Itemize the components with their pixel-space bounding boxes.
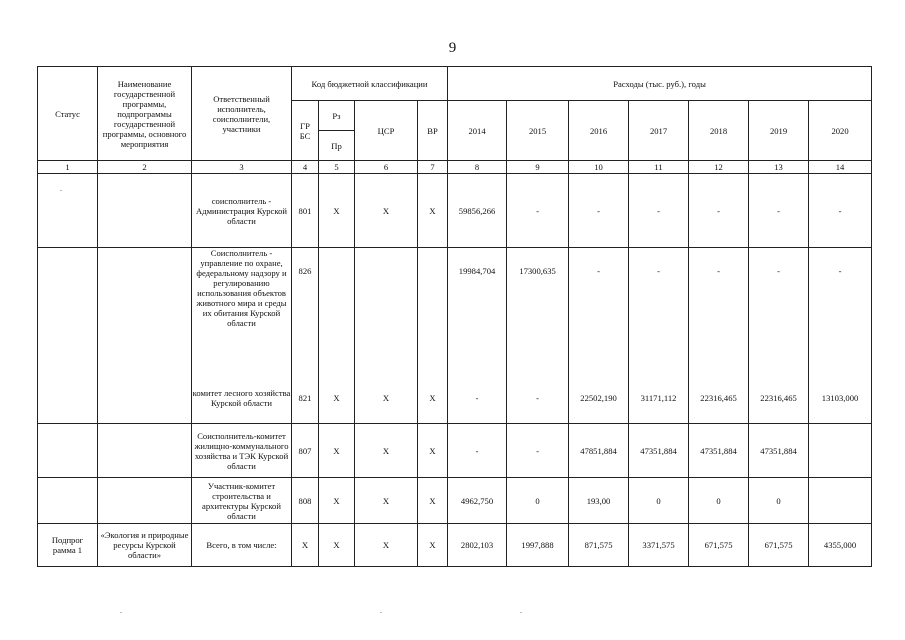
column-number: 11 [629,161,689,174]
header-year-2016: 2016 [569,101,629,161]
value-cell: 193,00 [569,478,629,524]
header-year-2014: 2014 [448,101,507,161]
header-rz: Рз [319,101,355,131]
value-cell: - [657,266,660,276]
value-cell: 0 [749,478,809,524]
value-cell: 47351,884 [749,424,809,478]
header-year-2017: 2017 [629,101,689,161]
grbs-forestry: 821 [298,393,312,403]
value-cell: - [749,174,809,248]
rzpr-cell: Х [319,174,355,248]
grbs-cell: 808 [292,478,319,524]
csr-cell: Х [355,478,418,524]
table-row [38,424,872,478]
column-number: 2 [98,161,192,174]
value-cell: 47851,884 [569,424,629,478]
value-cell: 47351,884 [689,424,749,478]
scan-speck [120,612,122,613]
header-year-2019: 2019 [749,101,809,161]
name-cell [98,248,192,424]
column-number: 14 [809,161,872,174]
value-cell: 3371,575 [629,524,689,567]
value-cell: - [448,424,507,478]
value-cell: 31171,112 [640,393,677,403]
value-cell: 671,575 [749,524,809,567]
vr-stack-cell [418,248,448,424]
value-stack-cell [809,248,872,424]
value-cell: 4355,000 [809,524,872,567]
value-cell: 22316,465 [700,393,737,403]
executor-cell: соисполнитель - Администрация Курской области [192,174,292,248]
column-number: 6 [355,161,418,174]
value-cell: 4962,750 [448,478,507,524]
value-cell: - [569,174,629,248]
csr-cell: Х [355,524,418,567]
executor-wildlife: Соисполнитель - управление по охране, федеральному надзору и регулированию использования объектов животного мира и среды их обитания Курской области [196,248,287,328]
header-executor: Ответственный исполнитель, соисполнители, участники [192,67,292,161]
csr-forestry: Х [382,393,390,403]
rzpr-cell: Х [319,478,355,524]
value-stack-cell [507,248,569,424]
csr-cell: Х [355,174,418,248]
value-cell: - [507,424,569,478]
header-csr: ЦСР [355,101,418,161]
vr-forestry: Х [429,393,436,403]
status-cell: Подпрог рамма 1 [38,524,98,567]
value-cell: - [777,266,780,276]
value-cell [809,424,872,478]
column-number: 3 [192,161,292,174]
header-expenses: Расходы (тыс. руб.), годы [448,67,872,101]
value-cell [809,478,872,524]
column-number: 9 [507,161,569,174]
value-cell: - [597,266,600,276]
table-row [38,478,872,524]
column-number: 4 [292,161,319,174]
name-cell: «Экология и природные ресурсы Курской области» [98,524,192,567]
grbs-cell: 801 [292,174,319,248]
value-cell: - [838,266,842,276]
column-number-row [38,161,872,174]
header-grbs: ГР БС [292,101,319,161]
value-stack-cell [689,248,749,424]
value-cell: 22502,190 [580,393,617,403]
value-cell: - [475,393,479,403]
grbs-wildlife: 826 [298,266,312,276]
value-stack-cell [448,248,507,424]
column-number: 1 [38,161,98,174]
table-row [38,524,872,567]
header-status: Статус [38,67,98,161]
status-cell [38,248,98,424]
value-cell: 13103,000 [821,393,859,403]
value-cell: 0 [507,478,569,524]
vr-cell: Х [418,424,448,478]
executor-forestry: комитет лесного хозяйства Курской области [192,388,291,408]
value-cell: - [536,393,539,403]
value-cell: 671,575 [689,524,749,567]
value-cell: 17300,635 [519,266,556,276]
rzpr-stack-cell [319,248,355,424]
csr-cell: Х [355,424,418,478]
value-cell: - [809,174,872,248]
header-year-2020: 2020 [809,101,872,161]
column-number: 12 [689,161,749,174]
name-cell [98,424,192,478]
header-row-1 [38,67,872,101]
value-cell: - [717,266,720,276]
rzpr-cell: Х [319,524,355,567]
vr-cell: Х [418,174,448,248]
header-pr: Пр [319,131,355,161]
value-cell: 59856,266 [448,174,507,248]
header-budget-code: Код бюджетной классификации [292,67,448,101]
header-year-2015: 2015 [507,101,569,161]
value-cell: 0 [629,478,689,524]
name-cell [98,478,192,524]
table-row [38,248,872,424]
column-number: 7 [418,161,448,174]
value-cell: - [507,174,569,248]
column-number: 5 [319,161,355,174]
value-cell: 47351,884 [629,424,689,478]
status-cell [38,478,98,524]
csr-stack-cell [355,248,418,424]
grbs-stack-cell [292,248,319,424]
executor-cell: Участник-комитет строительства и архитектуры Курской области [192,478,292,524]
value-stack-cell [749,248,809,424]
status-cell [38,424,98,478]
executor-stack-cell [192,248,292,424]
grbs-cell: Х [292,524,319,567]
value-cell: - [689,174,749,248]
vr-cell: Х [418,524,448,567]
rzpr-forestry: Х [333,393,340,403]
column-number: 8 [448,161,507,174]
scan-speck [60,190,62,191]
grbs-cell: 807 [292,424,319,478]
table-row [38,174,872,248]
vr-cell: Х [418,478,448,524]
column-number: 13 [749,161,809,174]
value-cell: 1997,888 [507,524,569,567]
value-cell: 19984,704 [458,266,496,276]
page-number: 9 [448,40,457,56]
column-number: 10 [569,161,629,174]
name-cell [98,174,192,248]
scan-speck [380,612,382,613]
executor-cell: Соисполнитель-комитет жилищно-коммунального хозяйства и ТЭК Курской области [192,424,292,478]
budget-table [37,66,872,567]
value-cell: 871,575 [569,524,629,567]
value-cell: 2802,103 [448,524,507,567]
status-cell [38,174,98,248]
value-cell: 22316,465 [760,393,797,403]
value-stack-cell [569,248,629,424]
value-stack-cell [629,248,689,424]
header-name: Наименование государственной программы, подпрограммы государственной программы, основного мероприятия [98,67,192,161]
rzpr-cell: Х [319,424,355,478]
scan-speck [520,612,522,613]
header-vr: ВР [418,101,448,161]
header-year-2018: 2018 [689,101,749,161]
executor-cell: Всего, в том числе: [192,524,292,567]
value-cell: - [629,174,689,248]
value-cell: 0 [689,478,749,524]
